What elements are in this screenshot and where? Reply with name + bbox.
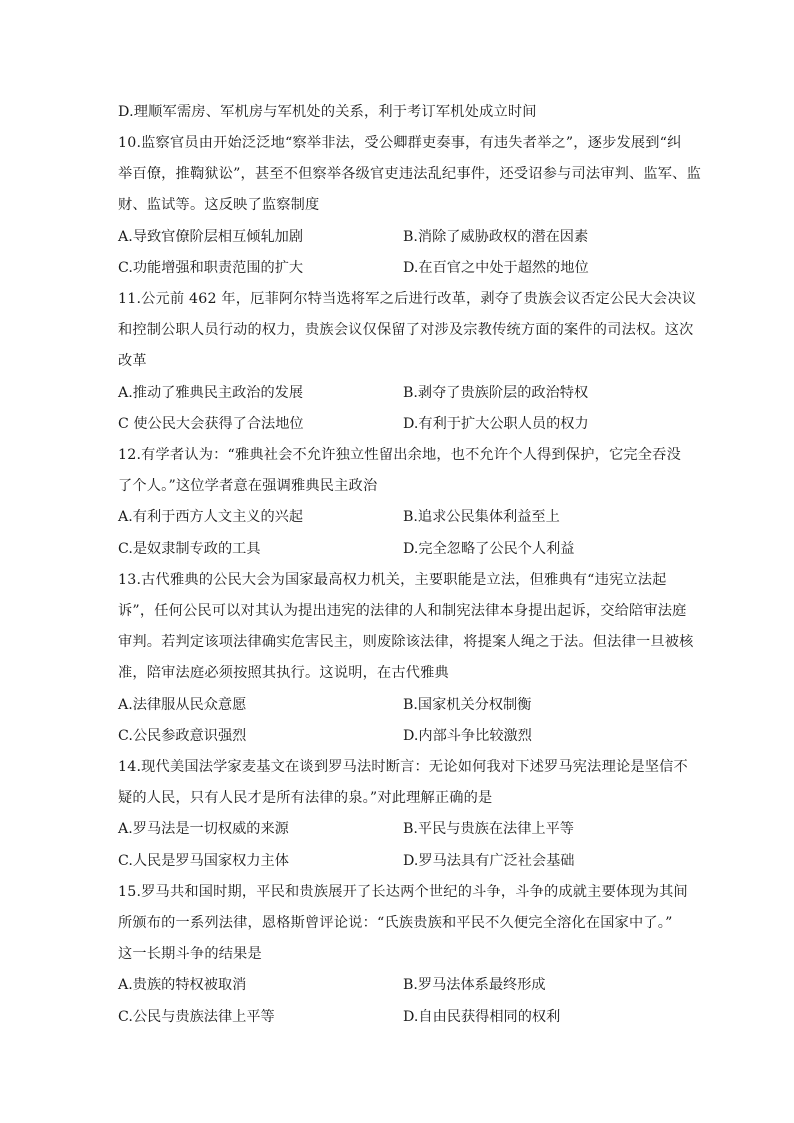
question-13-option-d: D.内部斗争比较激烈	[403, 728, 532, 744]
question-13-text: 诉”，任何公民可以对其认为提出违宪的法律的人和制宪法律本身提出起诉，交给陪审法庭	[118, 603, 687, 619]
question-11-option-b: B.剥夺了贵族阶层的政治特权	[403, 385, 589, 401]
question-12-option-b: B.追求公民集体利益至上	[403, 509, 560, 525]
question-11-option-a: A.推动了雅典民主政治的发展	[118, 385, 304, 401]
question-10-option-c: C.功能增强和职责范围的扩大	[118, 260, 304, 276]
question-14-text: 疑的人民，只有人民才是所有法律的泉。”对此理解正确的是	[118, 790, 493, 806]
question-15-text: 这一长期斗争的结果是	[118, 946, 262, 962]
question-13-option-a: A.法律服从民众意愿	[118, 697, 247, 713]
question-11-option-c: C 使公民大会获得了合法地位	[118, 416, 304, 432]
question-12-option-a: A.有利于西方人文主义的兴起	[118, 509, 304, 525]
question-15-option-c: C.公民与贵族法律上平等	[118, 1009, 275, 1025]
question-10-text: 10.监察官员由开始泛泛地“察举非法，受公卿群吏奏事，有违失者举之”，逐步发展到“纠	[118, 135, 682, 151]
question-10-option-b: B.消除了威胁政权的潜在因素	[403, 229, 589, 245]
question-13-text: 13.古代雅典的公民大会为国家最高权力机关，主要职能是立法，但雅典有“违宪立法起	[118, 572, 667, 588]
question-12-text: 了个人。”这位学者意在强调雅典民主政治	[118, 478, 378, 494]
question-14-text: 14.现代美国法学家麦基文在谈到罗马法时断言：无论如何我对下述罗马宪法理论是坚信不	[118, 759, 688, 775]
question-12-option-c: C.是奴隶制专政的工具	[118, 541, 261, 557]
question-15-option-a: A.贵族的特权被取消	[118, 977, 247, 993]
question-11-text: 和控制公职人员行动的权力，贵族会议仅保留了对涉及宗教传统方面的案件的司法权。这次	[118, 322, 694, 338]
question-15-text: 15.罗马共和国时期，平民和贵族展开了长达两个世纪的斗争，斗争的成就主要体现为其间	[118, 884, 688, 900]
question-14-option-c: C.人民是罗马国家权力主体	[118, 853, 289, 869]
question-10-text: 举百僚，推鞫狱讼”，甚至不但察举各级官吏违法乱纪事件，还受诏参与司法审判、监军、监	[118, 166, 701, 182]
question-11-option-d: D.有利于扩大公职人员的权力	[403, 416, 589, 432]
question-13-text: 准，陪审法庭必须按照其执行。这说明，在古代雅典	[118, 665, 449, 681]
question-14-option-a: A.罗马法是一切权威的来源	[118, 821, 289, 837]
question-14-option-d: D.罗马法具有广泛社会基础	[403, 853, 575, 869]
question-12-option-d: D.完全忽略了公民个人利益	[403, 541, 575, 557]
question-11-text: 11.公元前 462 年，厄菲阿尔特当选将军之后进行改革，剥夺了贵族会议否定公民大会决议	[118, 291, 697, 307]
question-14-option-b: B.平民与贵族在法律上平等	[403, 821, 574, 837]
question-13-text: 审判。若判定该项法律确实危害民主，则废除该法律，将提案人绳之于法。但法律一旦被核	[118, 634, 694, 650]
question-11-text: 改革	[118, 353, 147, 369]
question-15-option-b: B.罗马法体系最终形成	[403, 977, 546, 993]
question-13-option-c: C.公民参政意识强烈	[118, 728, 247, 744]
question-15-text: 所颁布的一系列法律，恩格斯曾评论说：“氏族贵族和平民不久便完全溶化在国家中了。”	[118, 915, 673, 931]
question-10-option-d: D.在百官之中处于超然的地位	[403, 260, 589, 276]
question-9-option-d: D.理顺军需房、军机房与军机处的关系，利于考订军机处成立时间	[118, 104, 537, 120]
question-15-option-d: D.自由民获得相同的权利	[403, 1009, 561, 1025]
question-12-text: 12.有学者认为：“雅典社会不允许独立性留出余地，也不允许个人得到保护，它完全吞没	[118, 447, 681, 463]
question-10-option-a: A.导致官僚阶层相互倾轧加剧	[118, 229, 304, 245]
question-10-text: 财、监试等。这反映了监察制度	[118, 197, 320, 213]
question-13-option-b: B.国家机关分权制衡	[403, 697, 532, 713]
